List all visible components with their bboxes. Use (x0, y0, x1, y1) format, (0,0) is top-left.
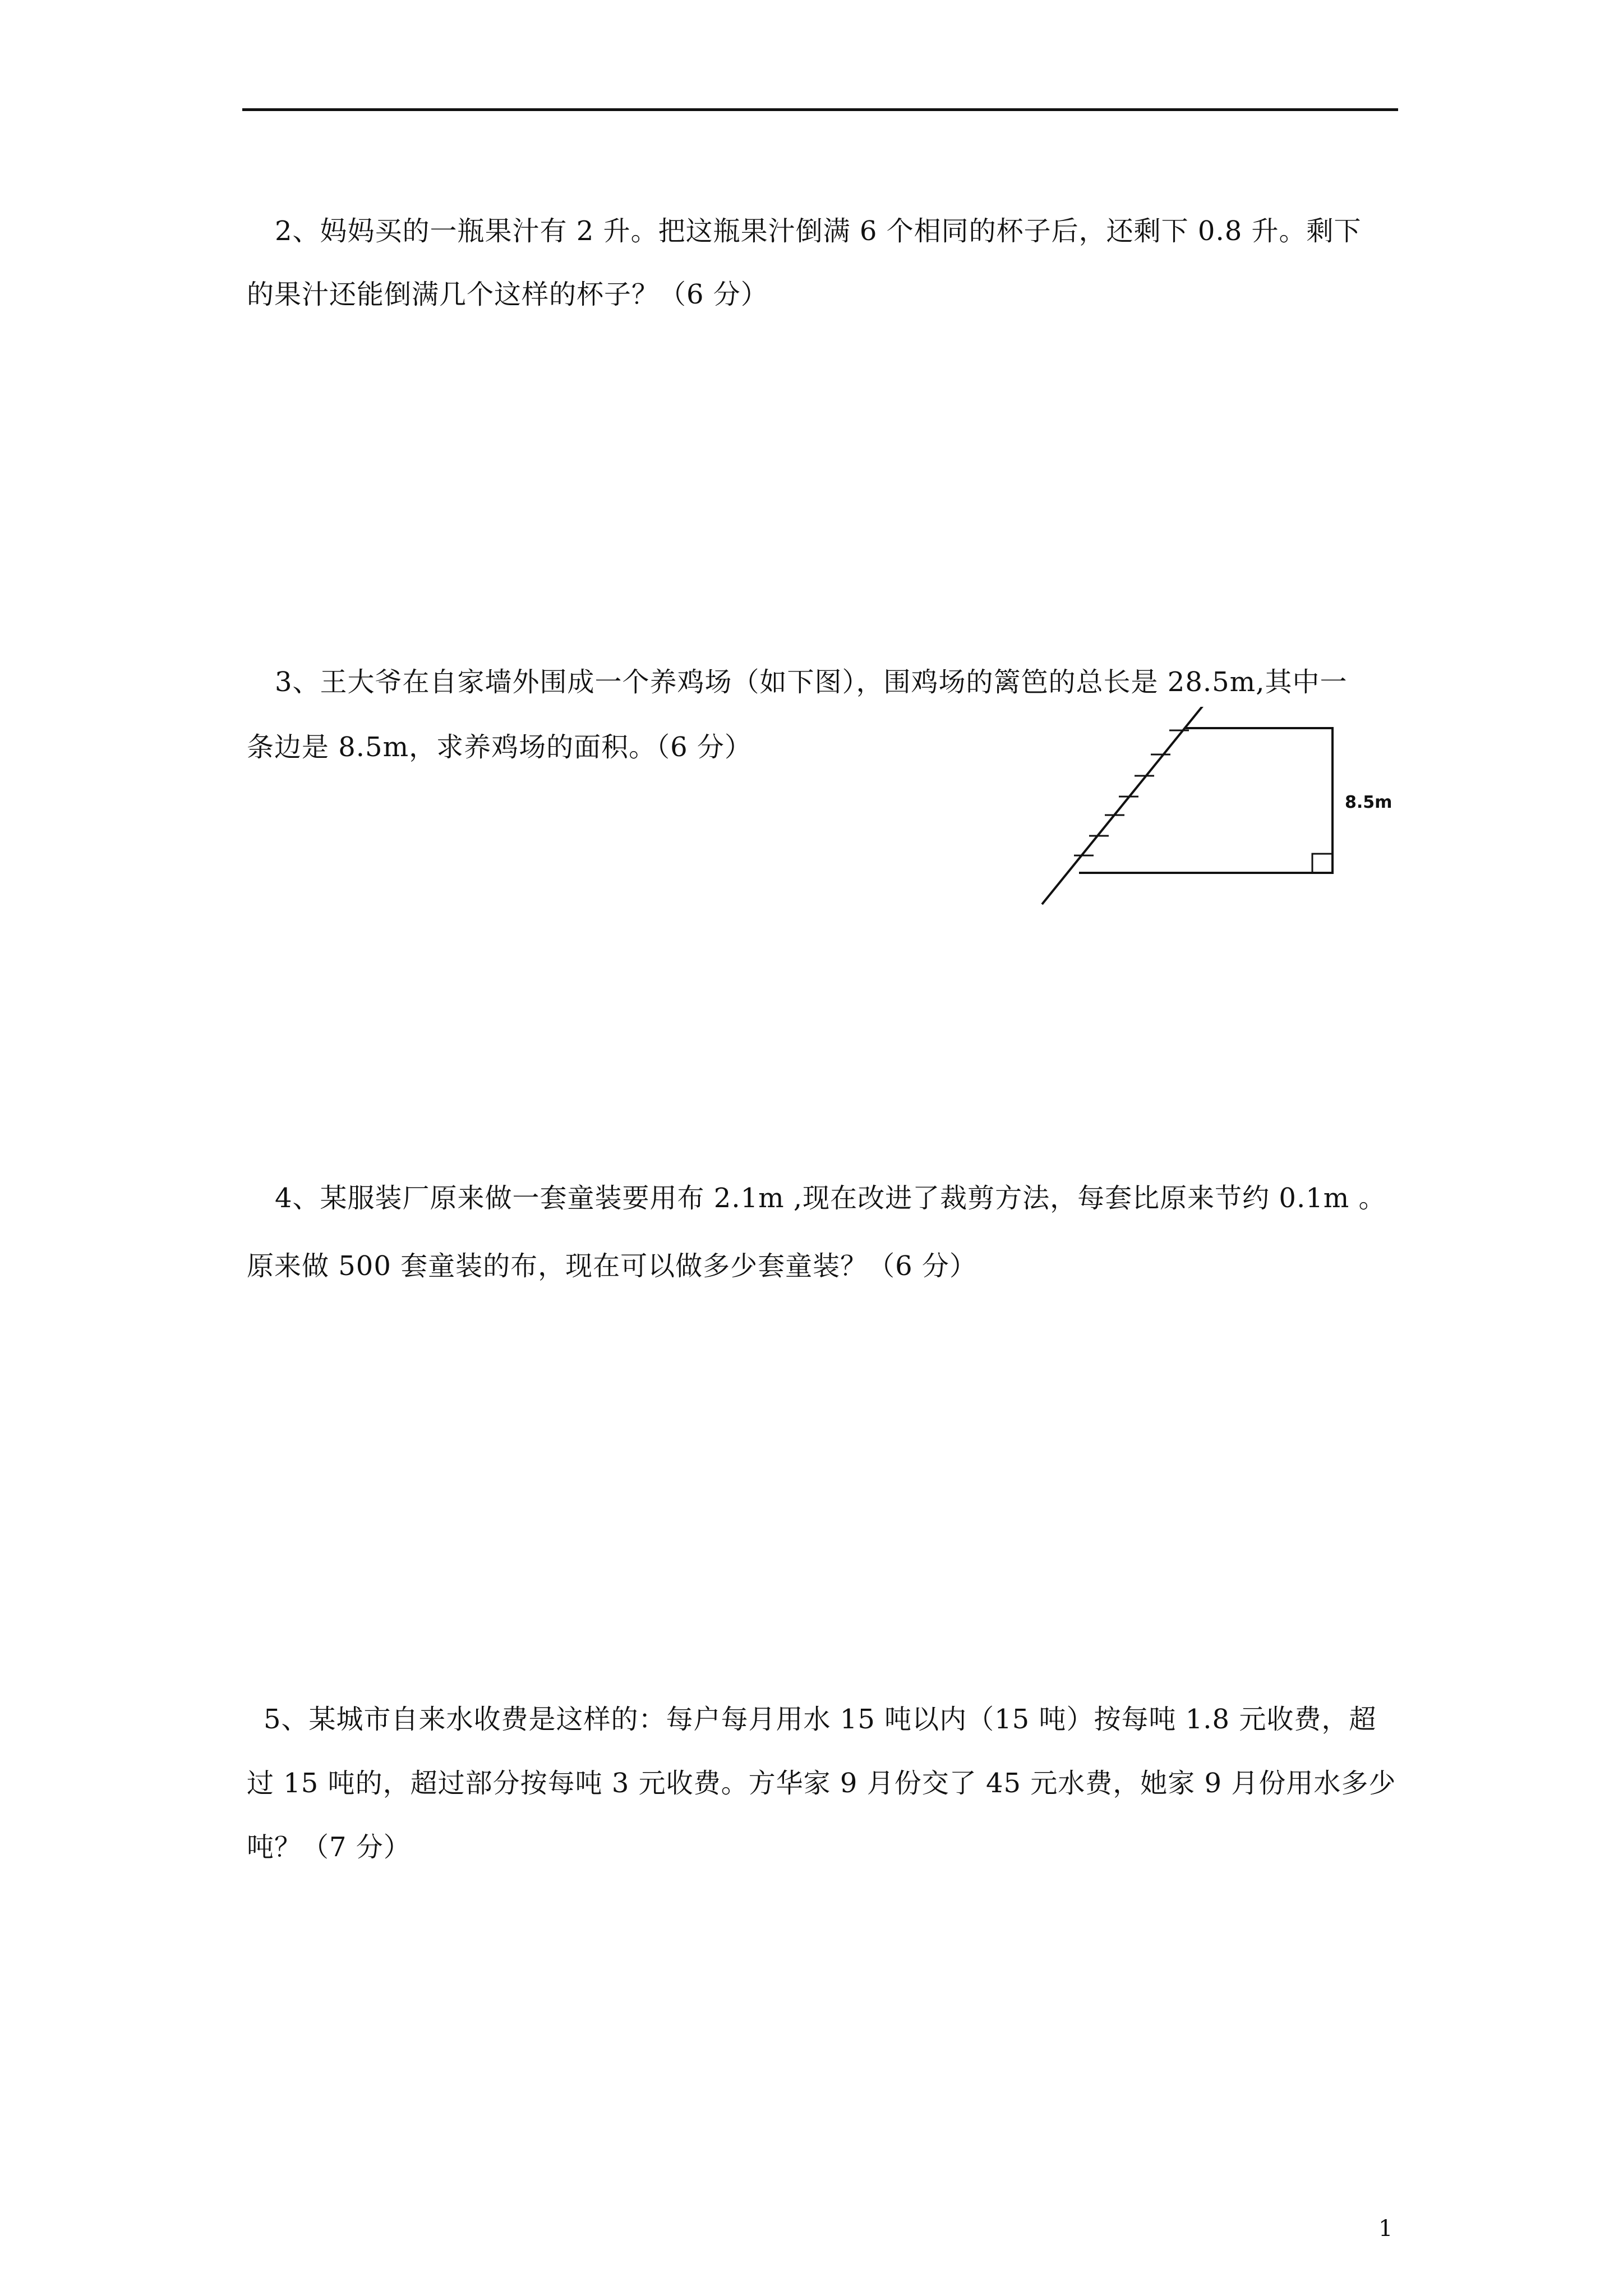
fence-outline (1079, 728, 1332, 873)
question-4-line-2: 原来做 500 套童装的布，现在可以做多少套童装？（6 分） (247, 1250, 977, 1282)
question-4-line-1: 4、某服装厂原来做一套童装要用布 2.1m ,现在改进了裁剪方法，每套比原来节约 0.1m 。 (275, 1182, 1386, 1214)
question-5-line-2: 过 15 吨的，超过部分按每吨 3 元收费。方华家 9 月份交了 45 元水费，她家 9 月份用水多少 (247, 1768, 1396, 1799)
question-5-line-3: 吨？（7 分） (247, 1832, 411, 1863)
question-3-line-2: 条边是 8.5m，求养鸡场的面积。（6 分） (247, 731, 752, 763)
header-rule (242, 108, 1398, 111)
question-2-line-2: 的果汁还能倒满几个这样的杯子？（6 分） (247, 279, 768, 310)
question-2-line-1: 2、妈妈买的一瓶果汁有 2 升。把这瓶果汁倒满 6 个相同的杯子后，还剩下 0.8 升。剩下 (275, 215, 1362, 247)
page-number: 1 (1378, 2216, 1393, 2242)
question-3-line-1: 3、王大爷在自家墙外围成一个养鸡场（如下图），围鸡场的篱笆的总长是 28.5m,其中一 (275, 666, 1348, 698)
right-angle-marker (1312, 854, 1332, 873)
wall-line (1042, 707, 1203, 904)
question-5-line-1: 5、某城市自来水收费是这样的：每户每月用水 15 吨以内（15 吨）按每吨 1.8 元收费，超 (264, 1704, 1377, 1735)
chicken-farm-diagram (1032, 707, 1402, 914)
side-length-label: 8.5m (1345, 793, 1393, 812)
